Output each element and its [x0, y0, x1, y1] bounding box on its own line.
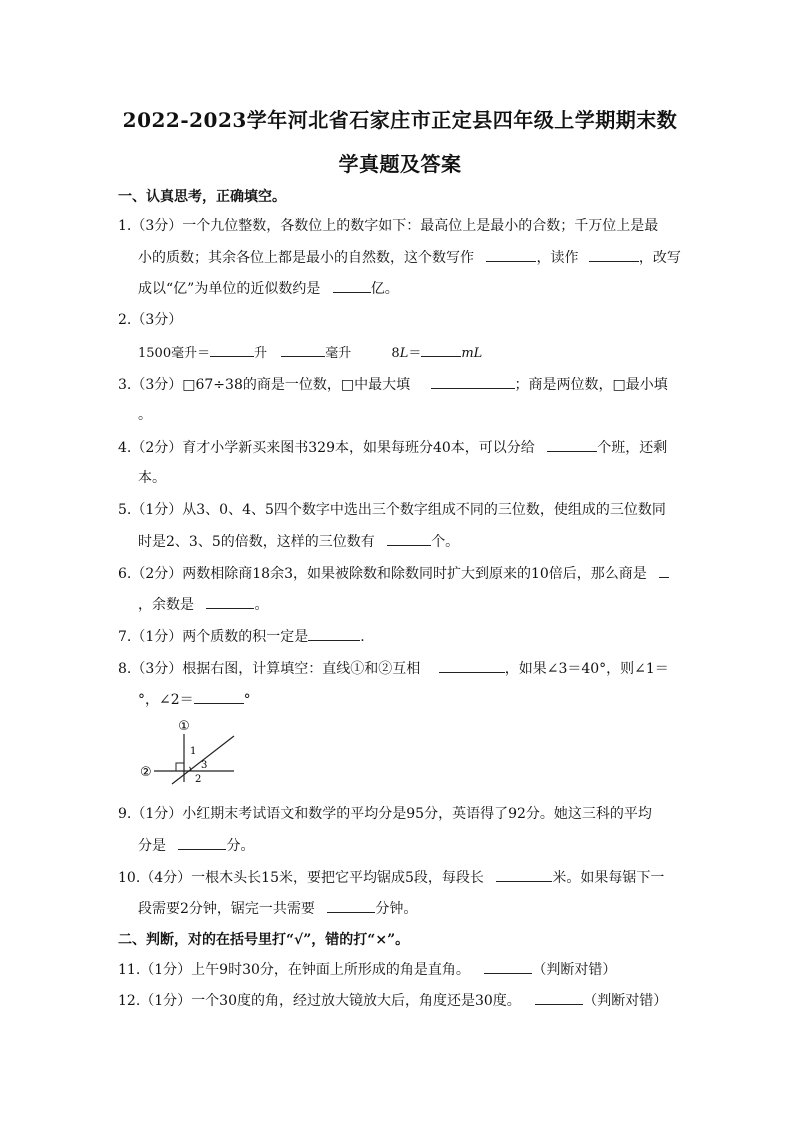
question-2-text-c: 毫升	[325, 346, 352, 361]
question-9-line2	[138, 835, 254, 856]
question-10-text-d: 分钟。	[375, 901, 418, 917]
line-1-label: ①	[178, 719, 190, 734]
answer-blank[interactable]	[206, 594, 254, 609]
question-6-text-a: 6.（2分）两数相除商18余3，如果被除数和除数同时扩大到原来的10倍后，那么商是	[118, 566, 647, 582]
question-2-head: 2.（3分）	[118, 312, 183, 328]
question-1-text-b: ，读作	[536, 250, 579, 266]
intersecting-lines-figure	[138, 716, 248, 786]
question-12-text: 12.（1分）一个30度的角，经过放大镜放大后，角度还是30度。	[118, 993, 521, 1009]
answer-blank[interactable]	[484, 959, 532, 974]
question-2-text-e: ＝	[408, 346, 422, 361]
question-11-judge: （判断对错）	[532, 962, 617, 978]
section-heading-true-false: 二、判断，对的在括号里打“√”，错的打“×”。	[118, 932, 410, 948]
answer-blank[interactable]	[178, 835, 226, 850]
question-1-text-e: 亿。	[370, 281, 399, 297]
question-6-text-c: 。	[254, 597, 269, 613]
right-angle-mark	[176, 763, 184, 771]
angle-3-label: 3	[201, 760, 208, 771]
question-2-text-a: 1500毫升＝	[138, 346, 211, 361]
question-10-text-c: 段需要2分钟，锯完一共需要	[138, 901, 315, 917]
question-6-line2	[138, 594, 268, 615]
question-1-text-d: 成以“亿”为单位的近似数约是	[138, 281, 321, 297]
question-7	[118, 626, 365, 647]
answer-blank[interactable]	[281, 342, 325, 357]
question-3-text-b: ；商是两位数，□最小填	[514, 377, 668, 393]
question-3-line2: 。	[138, 407, 152, 423]
answer-blank[interactable]	[194, 689, 244, 704]
question-1-text-a: 小的质数；其余各位上都是最小的自然数，这个数写作	[138, 250, 474, 266]
answer-blank[interactable]	[439, 658, 505, 673]
question-8-line2	[138, 689, 251, 710]
question-1-line2	[138, 247, 681, 268]
question-2-text-b: 升	[254, 346, 268, 361]
question-8-text-a: 8.（3分）根据右图，计算填空：直线①和②互相	[118, 661, 421, 677]
question-3-line1	[118, 374, 668, 395]
question-7-text-b: .	[360, 629, 365, 645]
question-2-unit-l: L	[399, 346, 409, 361]
answer-blank[interactable]	[421, 342, 461, 357]
question-9-line1: 9.（1分）小红期末考试语文和数学的平均分是95分，英语得了92分。她这三科的平均	[118, 806, 652, 822]
answer-blank[interactable]	[547, 437, 597, 452]
question-3-text-a: 3.（3分）□67÷38的商是一位数，□中最大填	[118, 377, 411, 393]
question-12	[118, 990, 667, 1011]
question-2-unit-ml: mL	[461, 346, 483, 361]
answer-blank[interactable]	[210, 342, 254, 357]
question-8-text-c: °，∠2＝	[138, 692, 194, 708]
question-5-text-a: 时是2、3、5的倍数，这样的三位数有	[138, 534, 375, 550]
question-10-text-b: 米。如果每锯下一	[552, 870, 665, 886]
question-9-text-b: 分。	[226, 838, 255, 854]
question-6-text-b: ，余数是	[138, 597, 194, 613]
page-title-line2: 学真题及答案	[338, 152, 462, 176]
answer-blank[interactable]	[659, 563, 669, 578]
answer-blank[interactable]	[486, 247, 536, 262]
question-9-text-a: 分是	[138, 838, 166, 854]
question-5-line2	[138, 531, 459, 552]
question-5-line1: 5.（1分）从3、0、4、5四个数字中选出三个数字组成不同的三位数，使组成的三位数同	[118, 502, 666, 518]
question-1-line1: 1.（3分）一个九位整数，各数位上的数字如下：最高位上是最小的合数；千万位上是最	[118, 218, 659, 234]
question-11	[118, 959, 616, 980]
answer-blank[interactable]	[589, 247, 639, 262]
section-heading-fill-in: 一、认真思考，正确填空。	[118, 189, 286, 205]
question-8-text-b: ，如果∠3＝40°，则∠1＝	[504, 661, 669, 677]
page-title-line1: 2022-2023学年河北省石家庄市正定县四年级上学期期末数	[122, 108, 678, 132]
question-4-text-b: 个班，还剩	[597, 440, 668, 456]
answer-blank[interactable]	[387, 531, 431, 546]
question-10-text-a: 10.（4分）一根木头长15米，要把它平均锯成5段，每段长	[118, 870, 484, 886]
question-4-line2: 本。	[138, 470, 166, 486]
angle-2-label: 2	[195, 774, 202, 785]
question-1-text-c: ，改写	[638, 250, 681, 266]
question-8-text-d: °	[243, 692, 251, 708]
question-11-text: 11.（1分）上午9时30分，在钟面上所形成的角是直角。	[118, 962, 470, 978]
answer-blank[interactable]	[431, 374, 515, 389]
line-2-label: ②	[140, 765, 152, 780]
question-2-text-d: 8	[391, 346, 400, 361]
answer-blank[interactable]	[496, 867, 552, 882]
answer-blank[interactable]	[535, 990, 583, 1005]
answer-blank[interactable]	[308, 626, 360, 641]
question-6-line1	[118, 563, 669, 584]
answer-blank[interactable]	[333, 278, 371, 293]
answer-blank[interactable]	[327, 898, 375, 913]
question-5-text-b: 个。	[431, 534, 460, 550]
question-4-text-a: 4.（2分）育才小学新买来图书329本，如果每班分40本，可以分给	[118, 440, 535, 456]
question-12-judge: （判断对错）	[583, 993, 668, 1009]
question-1-line3	[138, 278, 399, 299]
question-2-body	[138, 342, 482, 364]
question-8-line1	[118, 658, 669, 679]
angle-1-label: 1	[190, 746, 197, 757]
question-4-line1	[118, 437, 667, 458]
question-10-line2	[138, 898, 417, 919]
question-7-text-a: 7.（1分）两个质数的积一定是	[118, 629, 309, 645]
question-10-line1	[118, 867, 664, 888]
